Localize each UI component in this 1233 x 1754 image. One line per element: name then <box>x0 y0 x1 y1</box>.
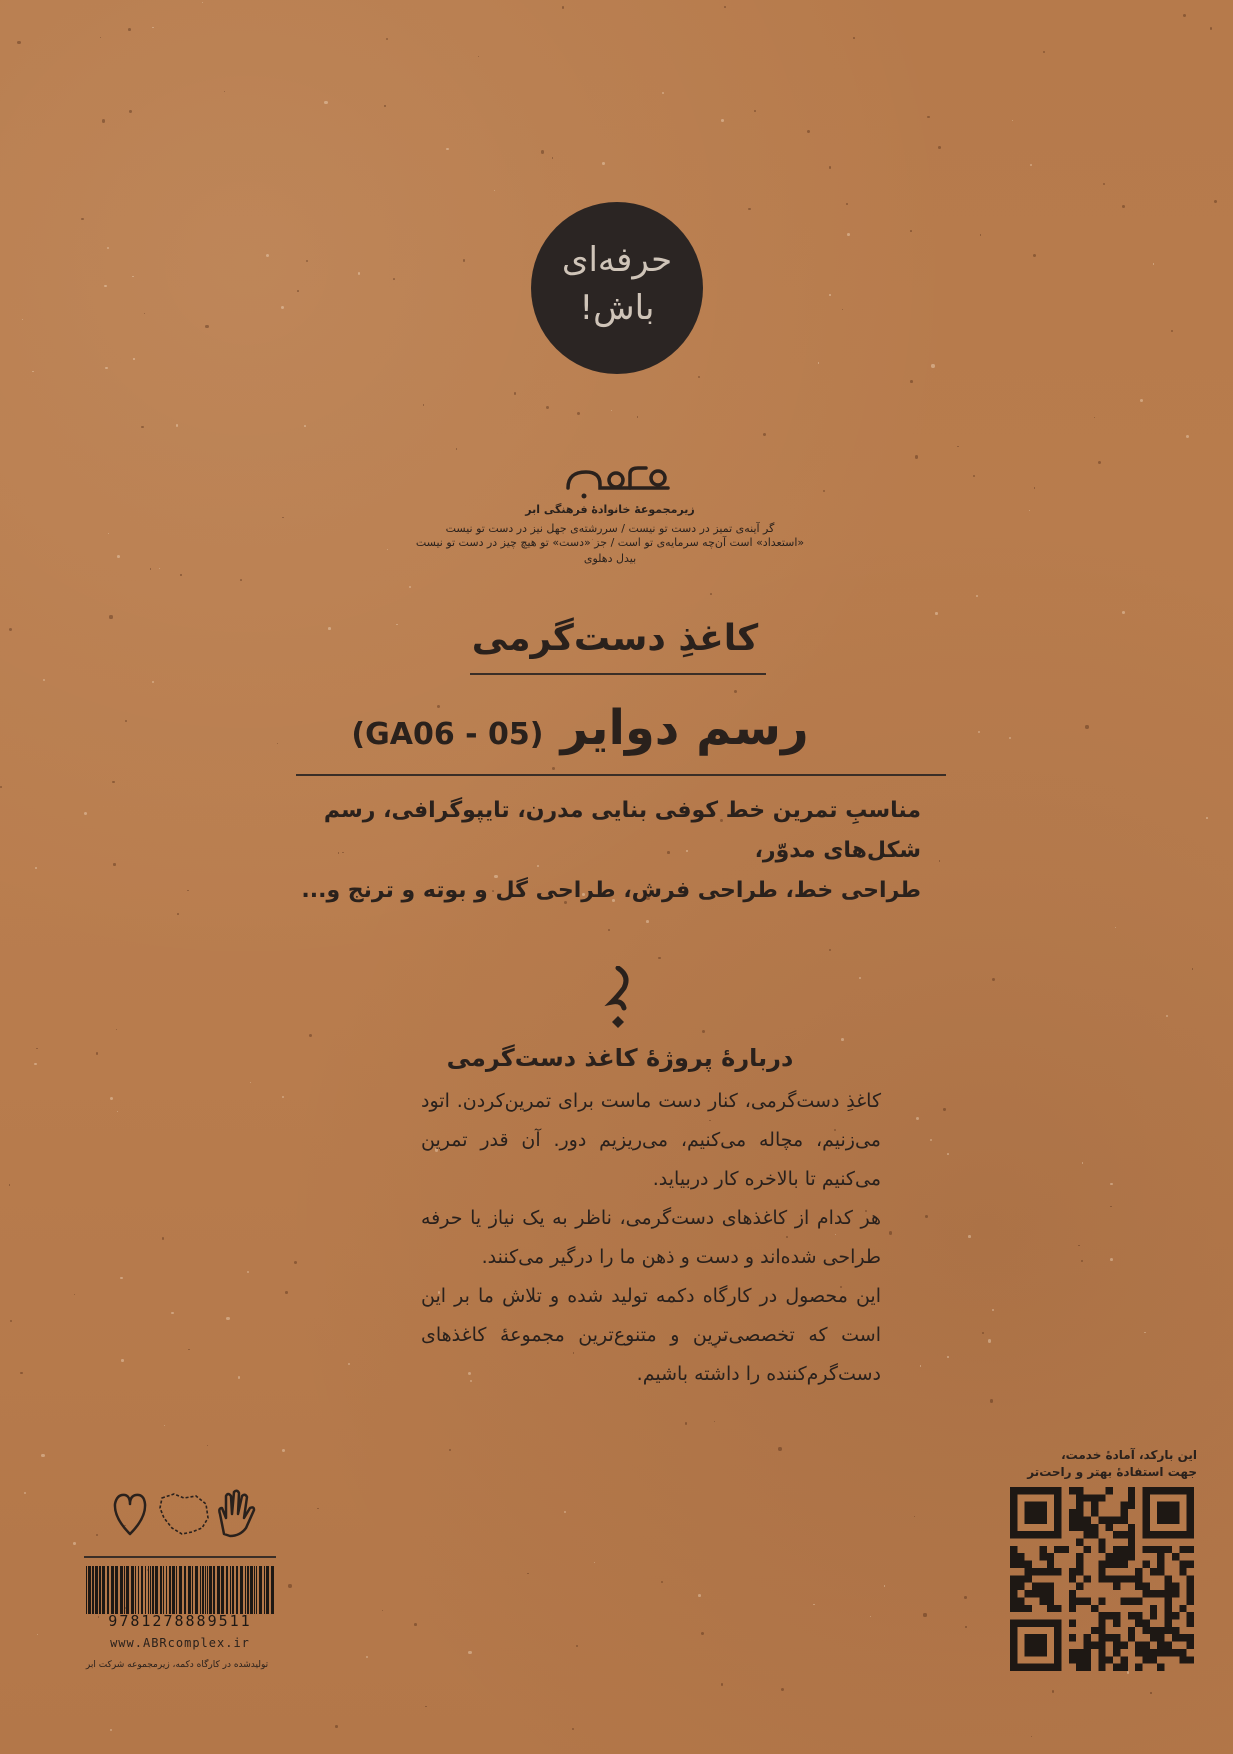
isbn-number: 9781278889511 <box>108 1612 252 1630</box>
series-title: کاغذِ دست‌گرمی <box>471 618 759 659</box>
product-title <box>300 700 860 756</box>
heart-icon <box>115 1495 145 1534</box>
badge-text-line1: حرفه‌ای <box>561 240 673 280</box>
logo-subtitle: زیرمجموعهٔ خانوادهٔ فرهنگی ابر <box>525 503 695 516</box>
about-title: دربارهٔ پروژهٔ کاغذ دست‌گرمی <box>446 1044 794 1072</box>
about-paragraph: این محصول در کارگاه دکمه تولید شده و تلاش ما بر این است که تخصصی‌ترین و متنوع‌ترین مجموعهٔ کاغذهای دست‌گرم‌کننده را داشته باشیم. <box>421 1285 881 1385</box>
about-paragraph: کاغذِ دست‌گرمی، کنار دست ماست برای تمرین‌کردن. اتود می‌زنیم، مچاله می‌کنیم، می‌ریزیم دور. آن قدر تمرین می‌کنیم تا بالاخره کار دربیاید. <box>421 1090 881 1190</box>
product-code: (GA06 - 05) <box>351 717 544 752</box>
about-paragraph: هر کدام از کاغذهای دست‌گرمی، ناظر به یک نیاز یا حرفه طراحی شده‌اند و دست و ذهن ما را درگیر می‌کنند. <box>421 1207 881 1268</box>
product-name: رسم دوایر <box>560 700 809 756</box>
verse-line2: «استعداد» است آن‌چه سرمایه‌ی تو است / جز «دست» تو هیچ چیز در دست تو نیست <box>415 536 805 549</box>
suitable-line1: مناسبِ تمرین خط کوفی بنایی مدرن، تایپوگرافی، رسم شکل‌های مدوّر، <box>323 798 921 863</box>
verse-poet: بیدل دهلوی <box>583 552 637 565</box>
qr-caption-line2: جهت استفادهٔ بهتر و راحت‌تر <box>1027 1465 1197 1479</box>
website-url: www.ABRcomplex.ir <box>110 1636 250 1650</box>
icon-row <box>112 1488 262 1540</box>
divider <box>84 1556 276 1558</box>
qr-caption <box>977 1447 1197 1481</box>
about-body <box>421 1082 881 1394</box>
qr-caption-line1: این بارکد، آمادهٔ خدمت، <box>1061 1448 1197 1462</box>
iran-map-icon <box>160 1494 208 1534</box>
badge-text-line2: باش! <box>579 288 655 328</box>
suitable-for-text <box>301 791 921 911</box>
qr-code[interactable] <box>1010 1487 1194 1671</box>
comma-ornament-icon <box>604 966 632 1032</box>
manufacturer-note: تولیدشده در کارگاه دکمه، زیرمجموعه شرکت ابر <box>85 1660 269 1670</box>
isbn-barcode <box>84 1566 276 1614</box>
slogan-badge <box>531 202 703 374</box>
divider <box>296 774 946 776</box>
suitable-line2: طراحی خط، طراحی فرش، طراحی گل و بوته و ترنج و... <box>301 878 921 903</box>
hand-icon <box>219 1491 254 1536</box>
verse-line1: گر آینه‌ی تمیز در دست تو نیست / سررشته‌ی جهل نیز در دست تو نیست <box>445 522 775 535</box>
divider <box>470 673 766 675</box>
dokme-logo <box>560 458 674 502</box>
